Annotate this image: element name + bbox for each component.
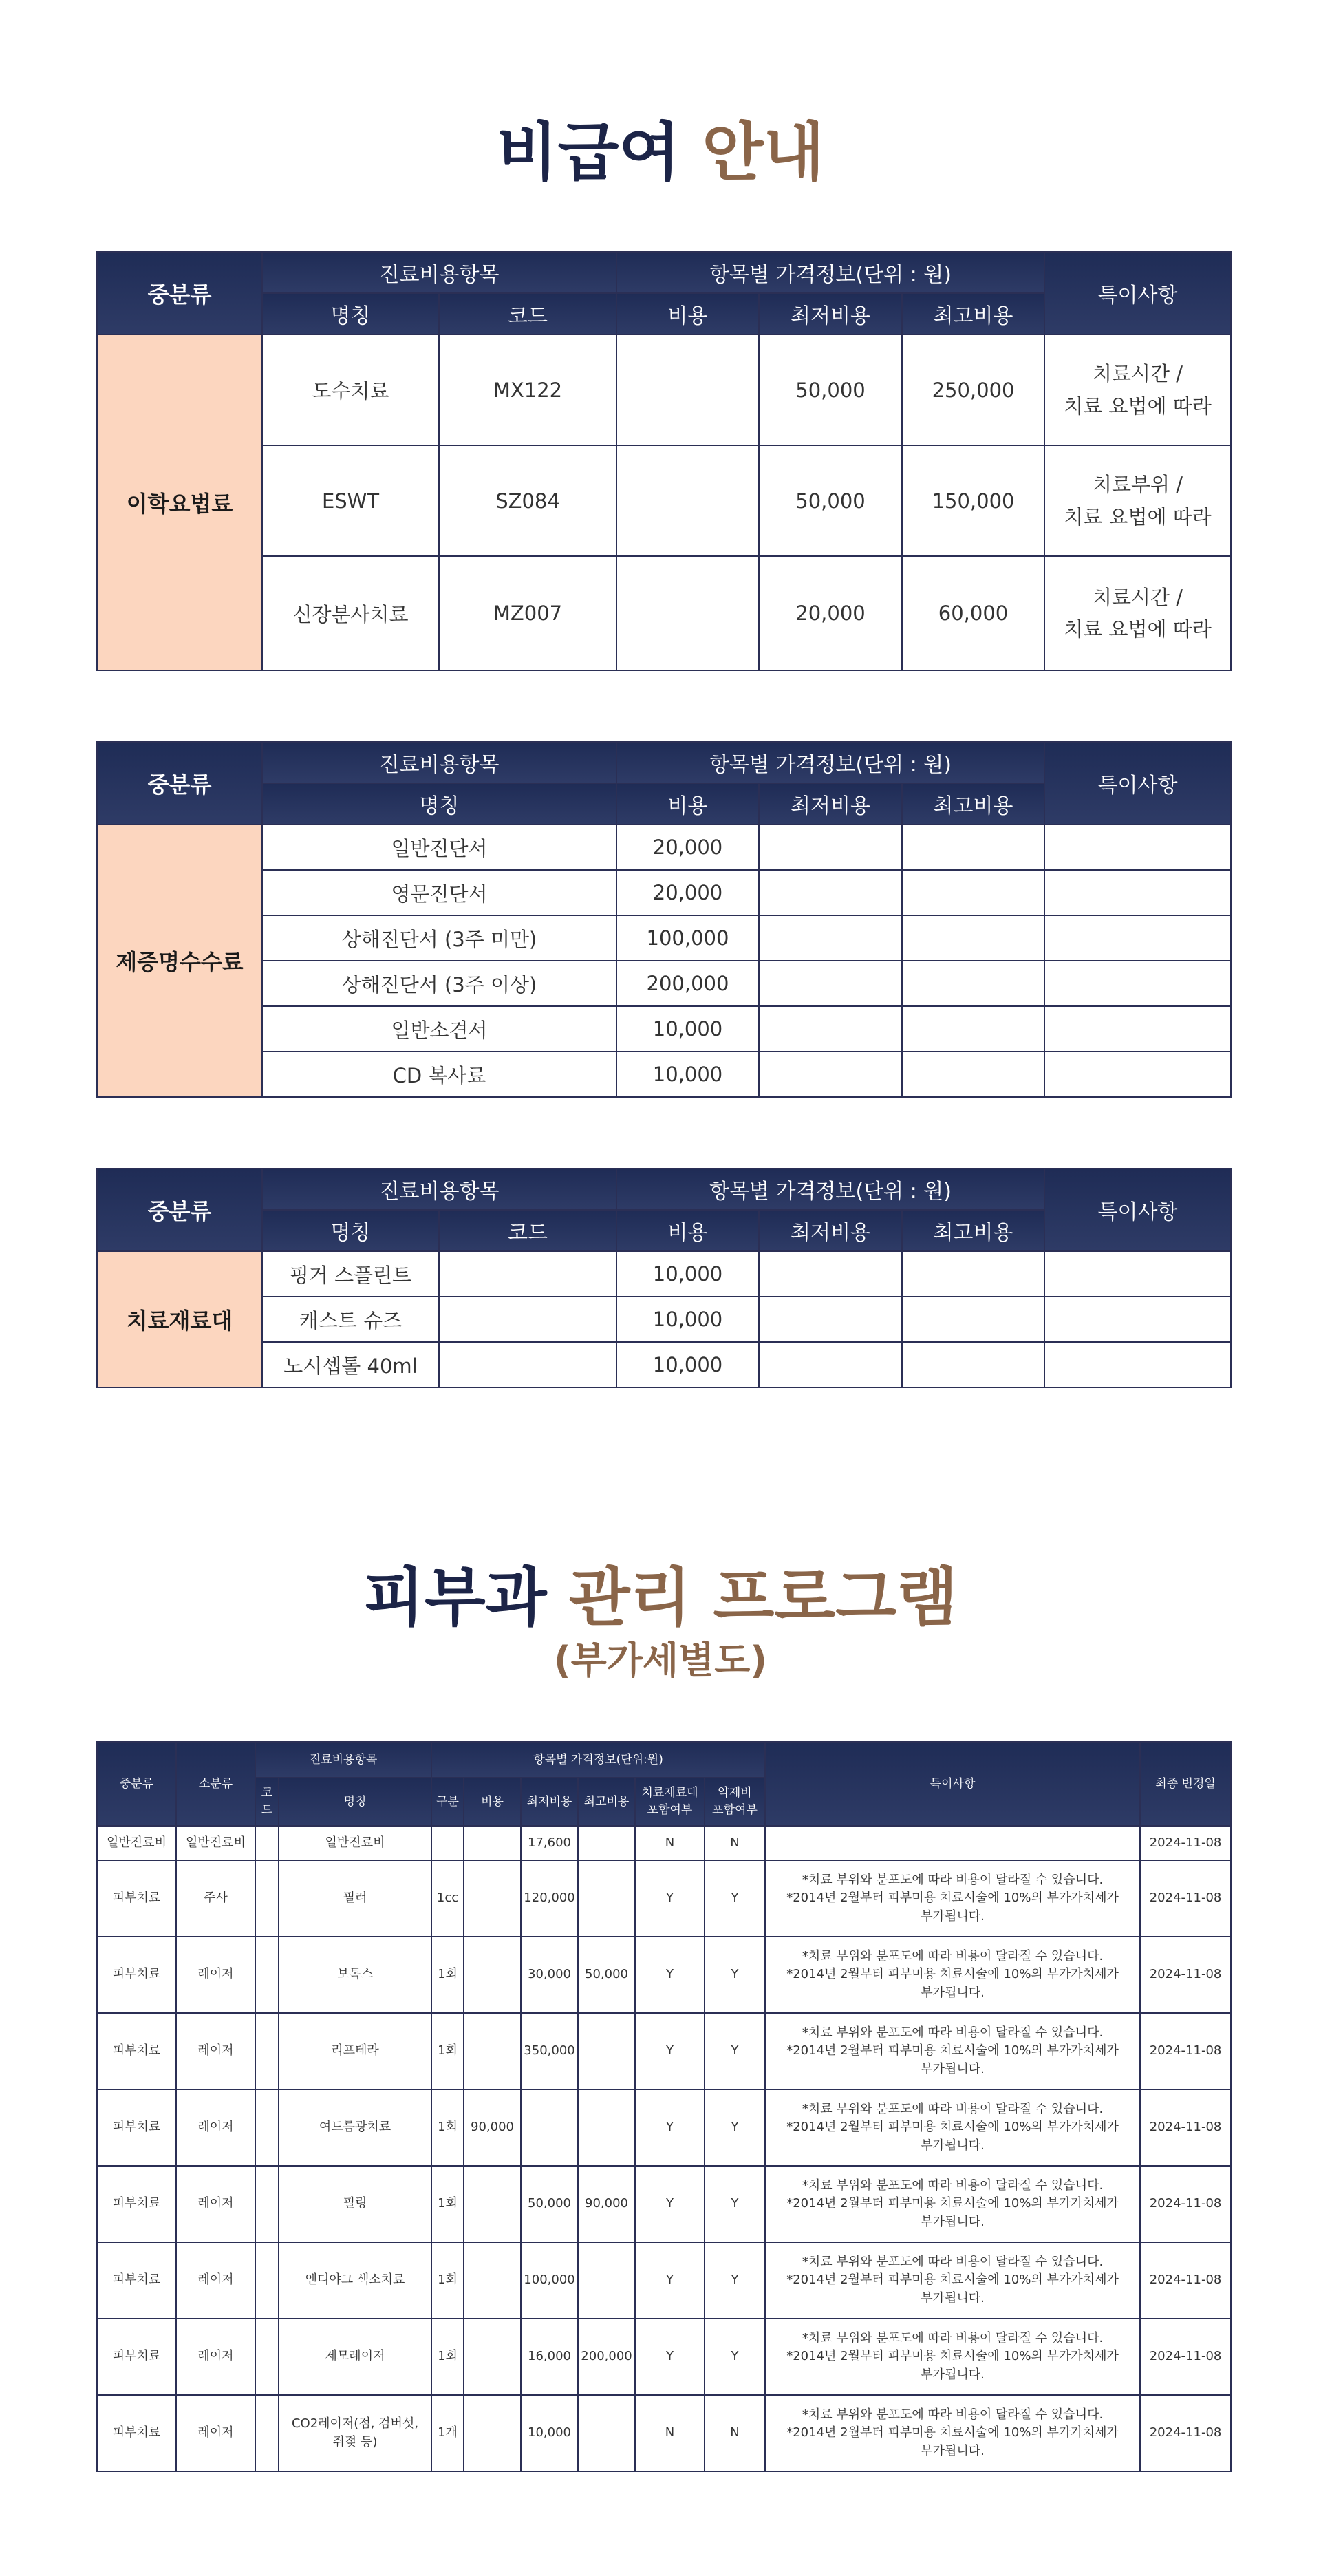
row-max-cost: 200,000 bbox=[578, 2319, 635, 2395]
item-max-cost bbox=[902, 1006, 1044, 1052]
header-unit: 구분 bbox=[431, 1778, 464, 1826]
row-code bbox=[255, 2395, 279, 2471]
item-min-cost bbox=[759, 870, 902, 915]
row-subcategory: 레이저 bbox=[176, 2395, 255, 2471]
row-material-included: Y bbox=[635, 2013, 705, 2089]
row-name: 엔디야그 색소치료 bbox=[279, 2242, 431, 2319]
table-row bbox=[97, 1052, 1231, 1097]
row-material-included: N bbox=[635, 2395, 705, 2471]
table-row bbox=[97, 2166, 1231, 2242]
header-items: 진료비용항목 bbox=[255, 1742, 431, 1778]
table-row bbox=[97, 445, 1231, 556]
row-material-included: Y bbox=[635, 2319, 705, 2395]
row-drug-included: Y bbox=[705, 2089, 765, 2166]
item-code bbox=[439, 1342, 616, 1387]
section1-title-a: 비급여 bbox=[496, 116, 680, 189]
header-code: 코 드 bbox=[255, 1778, 279, 1826]
row-min-cost: 30,000 bbox=[521, 1937, 578, 2013]
header-category: 중분류 bbox=[97, 742, 262, 824]
table-row bbox=[97, 1297, 1231, 1342]
item-min-cost: 50,000 bbox=[759, 334, 902, 445]
item-note bbox=[1044, 915, 1231, 961]
item-code: SZ084 bbox=[439, 445, 616, 556]
row-note: *치료 부위와 분포도에 따라 비용이 달라질 수 있습니다. *2014년 2월부터 피부미용 치료시술에 10%의 부가가치세가 부가됩니다. bbox=[765, 2166, 1140, 2242]
section1-title bbox=[0, 102, 1321, 193]
item-note: 치료부위 / 치료 요법에 따라 bbox=[1044, 445, 1231, 556]
item-max-cost bbox=[902, 1297, 1044, 1342]
row-subcategory: 레이저 bbox=[176, 1937, 255, 2013]
row-max-cost bbox=[578, 1860, 635, 1937]
category-cell: 이학요법료 bbox=[97, 334, 262, 670]
row-material-included: Y bbox=[635, 2166, 705, 2242]
table-row bbox=[97, 1342, 1231, 1387]
header-price-info: 항목별 가격정보(단위 : 원) bbox=[616, 1169, 1044, 1210]
row-note bbox=[765, 1826, 1140, 1860]
row-name: 일반진료비 bbox=[279, 1826, 431, 1860]
row-unit: 1회 bbox=[431, 2013, 464, 2089]
item-max-cost: 150,000 bbox=[902, 445, 1044, 556]
item-cost: 20,000 bbox=[616, 824, 759, 870]
row-category: 피부치료 bbox=[97, 2013, 176, 2089]
item-min-cost bbox=[759, 1297, 902, 1342]
item-min-cost bbox=[759, 915, 902, 961]
row-note: *치료 부위와 분포도에 따라 비용이 달라질 수 있습니다. *2014년 2월부터 피부미용 치료시술에 10%의 부가가치세가 부가됩니다. bbox=[765, 2319, 1140, 2395]
header-min-cost: 최저비용 bbox=[759, 1210, 902, 1251]
row-cost: 90,000 bbox=[464, 2089, 521, 2166]
item-note bbox=[1044, 1052, 1231, 1097]
row-drug-included: N bbox=[705, 2395, 765, 2471]
item-cost: 10,000 bbox=[616, 1052, 759, 1097]
header-category: 중분류 bbox=[97, 252, 262, 334]
row-note: *치료 부위와 분포도에 따라 비용이 달라질 수 있습니다. *2014년 2월부터 피부미용 치료시술에 10%의 부가가치세가 부가됩니다. bbox=[765, 2242, 1140, 2319]
table-treatment-materials bbox=[96, 1168, 1232, 1388]
section2-title-a: 피부과 bbox=[363, 1561, 547, 1635]
table-row bbox=[97, 1937, 1231, 2013]
table-row bbox=[97, 1251, 1231, 1297]
row-date: 2024-11-08 bbox=[1140, 2319, 1231, 2395]
row-code bbox=[255, 2089, 279, 2166]
header-price-info: 항목별 가격정보(단위 : 원) bbox=[616, 252, 1044, 293]
header-material-included: 치료재료대 포함여부 bbox=[635, 1778, 705, 1826]
table-row bbox=[97, 961, 1231, 1006]
header-cost: 비용 bbox=[616, 293, 759, 334]
row-category: 피부치료 bbox=[97, 2089, 176, 2166]
item-name: 신장분사치료 bbox=[262, 556, 439, 670]
header-drug-included: 약제비 포함여부 bbox=[705, 1778, 765, 1826]
header-last-change: 최종 변경일 bbox=[1140, 1742, 1231, 1826]
row-min-cost: 50,000 bbox=[521, 2166, 578, 2242]
row-cost bbox=[464, 2395, 521, 2471]
item-name: 일반진단서 bbox=[262, 824, 616, 870]
row-min-cost: 120,000 bbox=[521, 1860, 578, 1937]
header-price-info: 항목별 가격정보(단위 : 원) bbox=[616, 742, 1044, 783]
header-max-cost: 최고비용 bbox=[902, 783, 1044, 824]
row-cost bbox=[464, 2319, 521, 2395]
row-min-cost: 17,600 bbox=[521, 1826, 578, 1860]
row-min-cost: 10,000 bbox=[521, 2395, 578, 2471]
row-max-cost bbox=[578, 2395, 635, 2471]
row-note: *치료 부위와 분포도에 따라 비용이 달라질 수 있습니다. *2014년 2월부터 피부미용 치료시술에 10%의 부가가치세가 부가됩니다. bbox=[765, 1860, 1140, 1937]
table-row bbox=[97, 2089, 1231, 2166]
table-physical-therapy bbox=[96, 251, 1232, 671]
item-note bbox=[1044, 824, 1231, 870]
table-row bbox=[97, 2242, 1231, 2319]
row-category: 일반진료비 bbox=[97, 1826, 176, 1860]
row-drug-included: Y bbox=[705, 2319, 765, 2395]
item-max-cost bbox=[902, 1342, 1044, 1387]
row-code bbox=[255, 2166, 279, 2242]
row-max-cost: 90,000 bbox=[578, 2166, 635, 2242]
item-max-cost bbox=[902, 824, 1044, 870]
header-cost: 비용 bbox=[464, 1778, 521, 1826]
row-note: *치료 부위와 분포도에 따라 비용이 달라질 수 있습니다. *2014년 2월부터 피부미용 치료시술에 10%의 부가가치세가 부가됩니다. bbox=[765, 2395, 1140, 2471]
table-row bbox=[97, 2013, 1231, 2089]
row-name: 보톡스 bbox=[279, 1937, 431, 2013]
row-name: 제모레이저 bbox=[279, 2319, 431, 2395]
row-note: *치료 부위와 분포도에 따라 비용이 달라질 수 있습니다. *2014년 2월부터 피부미용 치료시술에 10%의 부가가치세가 부가됩니다. bbox=[765, 2089, 1140, 2166]
item-name: 노시셉톨 40ml bbox=[262, 1342, 439, 1387]
header-code: 코드 bbox=[439, 293, 616, 334]
item-max-cost bbox=[902, 1052, 1044, 1097]
item-note bbox=[1044, 1297, 1231, 1342]
header-price-info: 항목별 가격정보(단위:원) bbox=[431, 1742, 765, 1778]
item-note bbox=[1044, 1006, 1231, 1052]
item-name: 영문진단서 bbox=[262, 870, 616, 915]
row-unit: 1cc bbox=[431, 1860, 464, 1937]
row-drug-included: Y bbox=[705, 1937, 765, 2013]
header-subcategory: 소분류 bbox=[176, 1742, 255, 1826]
header-special: 특이사항 bbox=[1044, 1169, 1231, 1251]
section2-title bbox=[0, 1547, 1321, 1638]
row-cost bbox=[464, 1937, 521, 2013]
item-code: MX122 bbox=[439, 334, 616, 445]
row-category: 피부치료 bbox=[97, 2166, 176, 2242]
header-special: 특이사항 bbox=[1044, 252, 1231, 334]
row-category: 피부치료 bbox=[97, 2395, 176, 2471]
item-name: 상해진단서 (3주 이상) bbox=[262, 961, 616, 1006]
item-min-cost bbox=[759, 1251, 902, 1297]
row-code bbox=[255, 2013, 279, 2089]
row-unit: 1개 bbox=[431, 2395, 464, 2471]
row-subcategory: 레이저 bbox=[176, 2013, 255, 2089]
row-material-included: Y bbox=[635, 1860, 705, 1937]
item-cost: 100,000 bbox=[616, 915, 759, 961]
row-max-cost: 50,000 bbox=[578, 1937, 635, 2013]
item-cost bbox=[616, 445, 759, 556]
header-max-cost: 최고비용 bbox=[902, 1210, 1044, 1251]
item-name: CD 복사료 bbox=[262, 1052, 616, 1097]
row-name: CO2레이저(점, 검버섯, 쥐젖 등) bbox=[279, 2395, 431, 2471]
row-name: 리프테라 bbox=[279, 2013, 431, 2089]
row-code bbox=[255, 2242, 279, 2319]
row-note: *치료 부위와 분포도에 따라 비용이 달라질 수 있습니다. *2014년 2월부터 피부미용 치료시술에 10%의 부가가치세가 부가됩니다. bbox=[765, 1937, 1140, 2013]
table-row bbox=[97, 915, 1231, 961]
row-subcategory: 레이저 bbox=[176, 2166, 255, 2242]
header-min-cost: 최저비용 bbox=[759, 783, 902, 824]
row-drug-included: Y bbox=[705, 2013, 765, 2089]
item-max-cost bbox=[902, 961, 1044, 1006]
row-subcategory: 레이저 bbox=[176, 2089, 255, 2166]
row-category: 피부치료 bbox=[97, 1937, 176, 2013]
row-unit: 1회 bbox=[431, 2166, 464, 2242]
table-row bbox=[97, 1006, 1231, 1052]
item-min-cost bbox=[759, 961, 902, 1006]
header-max-cost: 최고비용 bbox=[902, 293, 1044, 334]
row-drug-included: Y bbox=[705, 2242, 765, 2319]
item-min-cost bbox=[759, 824, 902, 870]
row-name: 여드름광치료 bbox=[279, 2089, 431, 2166]
item-code bbox=[439, 1297, 616, 1342]
row-cost bbox=[464, 2013, 521, 2089]
item-name: ESWT bbox=[262, 445, 439, 556]
item-min-cost bbox=[759, 1052, 902, 1097]
item-code bbox=[439, 1251, 616, 1297]
row-max-cost bbox=[578, 1826, 635, 1860]
header-cost: 비용 bbox=[616, 1210, 759, 1251]
header-max-cost: 최고비용 bbox=[578, 1778, 635, 1826]
item-cost bbox=[616, 334, 759, 445]
row-cost bbox=[464, 2242, 521, 2319]
row-code bbox=[255, 2319, 279, 2395]
row-category: 피부치료 bbox=[97, 1860, 176, 1937]
table-row bbox=[97, 870, 1231, 915]
item-name: 상해진단서 (3주 미만) bbox=[262, 915, 616, 961]
table-row bbox=[97, 1860, 1231, 1937]
header-name: 명칭 bbox=[279, 1778, 431, 1826]
row-unit: 1회 bbox=[431, 2089, 464, 2166]
item-cost: 200,000 bbox=[616, 961, 759, 1006]
row-name: 필러 bbox=[279, 1860, 431, 1937]
row-subcategory: 주사 bbox=[176, 1860, 255, 1937]
row-unit bbox=[431, 1826, 464, 1860]
row-min-cost bbox=[521, 2089, 578, 2166]
section1-title-b: 안내 bbox=[702, 116, 825, 189]
header-items: 진료비용항목 bbox=[262, 1169, 616, 1210]
row-min-cost: 100,000 bbox=[521, 2242, 578, 2319]
header-name: 명칭 bbox=[262, 783, 616, 824]
row-drug-included: Y bbox=[705, 1860, 765, 1937]
item-name: 도수치료 bbox=[262, 334, 439, 445]
row-code bbox=[255, 1937, 279, 2013]
row-unit: 1회 bbox=[431, 2319, 464, 2395]
header-items: 진료비용항목 bbox=[262, 252, 616, 293]
row-category: 피부치료 bbox=[97, 2242, 176, 2319]
item-max-cost: 250,000 bbox=[902, 334, 1044, 445]
row-date: 2024-11-08 bbox=[1140, 1860, 1231, 1937]
table-row bbox=[97, 556, 1231, 670]
item-max-cost bbox=[902, 915, 1044, 961]
header-cost: 비용 bbox=[616, 783, 759, 824]
table-certificate-fees bbox=[96, 741, 1232, 1098]
header-category: 중분류 bbox=[97, 1742, 176, 1826]
row-date: 2024-11-08 bbox=[1140, 1937, 1231, 2013]
table-row bbox=[97, 2319, 1231, 2395]
row-min-cost: 16,000 bbox=[521, 2319, 578, 2395]
row-code bbox=[255, 1860, 279, 1937]
row-drug-included: Y bbox=[705, 2166, 765, 2242]
row-date: 2024-11-08 bbox=[1140, 1826, 1231, 1860]
row-date: 2024-11-08 bbox=[1140, 2166, 1231, 2242]
row-cost bbox=[464, 1860, 521, 1937]
category-cell: 치료재료대 bbox=[97, 1251, 262, 1387]
header-category: 중분류 bbox=[97, 1169, 262, 1251]
row-note: *치료 부위와 분포도에 따라 비용이 달라질 수 있습니다. *2014년 2월부터 피부미용 치료시술에 10%의 부가가치세가 부가됩니다. bbox=[765, 2013, 1140, 2089]
header-min-cost: 최저비용 bbox=[521, 1778, 578, 1826]
item-note bbox=[1044, 870, 1231, 915]
table-row bbox=[97, 824, 1231, 870]
row-cost bbox=[464, 1826, 521, 1860]
row-category: 피부치료 bbox=[97, 2319, 176, 2395]
row-max-cost bbox=[578, 2242, 635, 2319]
item-name: 핑거 스플린트 bbox=[262, 1251, 439, 1297]
item-note: 치료시간 / 치료 요법에 따라 bbox=[1044, 334, 1231, 445]
item-cost: 10,000 bbox=[616, 1251, 759, 1297]
section2-title-b: 관리 프로그램 bbox=[568, 1561, 958, 1635]
row-material-included: Y bbox=[635, 1937, 705, 2013]
row-drug-included: N bbox=[705, 1826, 765, 1860]
row-material-included: N bbox=[635, 1826, 705, 1860]
row-subcategory: 일반진료비 bbox=[176, 1826, 255, 1860]
table-row bbox=[97, 334, 1231, 445]
row-subcategory: 레이저 bbox=[176, 2319, 255, 2395]
row-material-included: Y bbox=[635, 2089, 705, 2166]
item-cost: 10,000 bbox=[616, 1297, 759, 1342]
table-row bbox=[97, 2395, 1231, 2471]
row-max-cost bbox=[578, 2013, 635, 2089]
row-date: 2024-11-08 bbox=[1140, 2242, 1231, 2319]
header-special: 특이사항 bbox=[765, 1742, 1140, 1826]
item-cost bbox=[616, 556, 759, 670]
item-name: 캐스트 슈즈 bbox=[262, 1297, 439, 1342]
row-material-included: Y bbox=[635, 2242, 705, 2319]
item-cost: 20,000 bbox=[616, 870, 759, 915]
row-code bbox=[255, 1826, 279, 1860]
header-min-cost: 최저비용 bbox=[759, 293, 902, 334]
item-min-cost bbox=[759, 1006, 902, 1052]
item-max-cost bbox=[902, 1251, 1044, 1297]
item-code: MZ007 bbox=[439, 556, 616, 670]
item-min-cost: 50,000 bbox=[759, 445, 902, 556]
table-dermatology-programs bbox=[96, 1741, 1232, 2472]
header-special: 특이사항 bbox=[1044, 742, 1231, 824]
row-date: 2024-11-08 bbox=[1140, 2089, 1231, 2166]
row-subcategory: 레이저 bbox=[176, 2242, 255, 2319]
table-row bbox=[97, 1826, 1231, 1860]
row-date: 2024-11-08 bbox=[1140, 2395, 1231, 2471]
item-note bbox=[1044, 1342, 1231, 1387]
item-max-cost bbox=[902, 870, 1044, 915]
header-code: 코드 bbox=[439, 1210, 616, 1251]
item-cost: 10,000 bbox=[616, 1006, 759, 1052]
section2-subtitle: (부가세별도) bbox=[553, 1639, 768, 1682]
row-date: 2024-11-08 bbox=[1140, 2013, 1231, 2089]
item-max-cost: 60,000 bbox=[902, 556, 1044, 670]
item-note bbox=[1044, 1251, 1231, 1297]
item-min-cost: 20,000 bbox=[759, 556, 902, 670]
item-cost: 10,000 bbox=[616, 1342, 759, 1387]
header-name: 명칭 bbox=[262, 1210, 439, 1251]
item-name: 일반소견서 bbox=[262, 1006, 616, 1052]
category-cell: 제증명수수료 bbox=[97, 824, 262, 1097]
row-min-cost: 350,000 bbox=[521, 2013, 578, 2089]
row-name: 필링 bbox=[279, 2166, 431, 2242]
row-unit: 1회 bbox=[431, 1937, 464, 2013]
item-note: 치료시간 / 치료 요법에 따라 bbox=[1044, 556, 1231, 670]
header-items: 진료비용항목 bbox=[262, 742, 616, 783]
row-cost bbox=[464, 2166, 521, 2242]
row-max-cost bbox=[578, 2089, 635, 2166]
item-min-cost bbox=[759, 1342, 902, 1387]
row-unit: 1회 bbox=[431, 2242, 464, 2319]
item-note bbox=[1044, 961, 1231, 1006]
header-name: 명칭 bbox=[262, 293, 439, 334]
